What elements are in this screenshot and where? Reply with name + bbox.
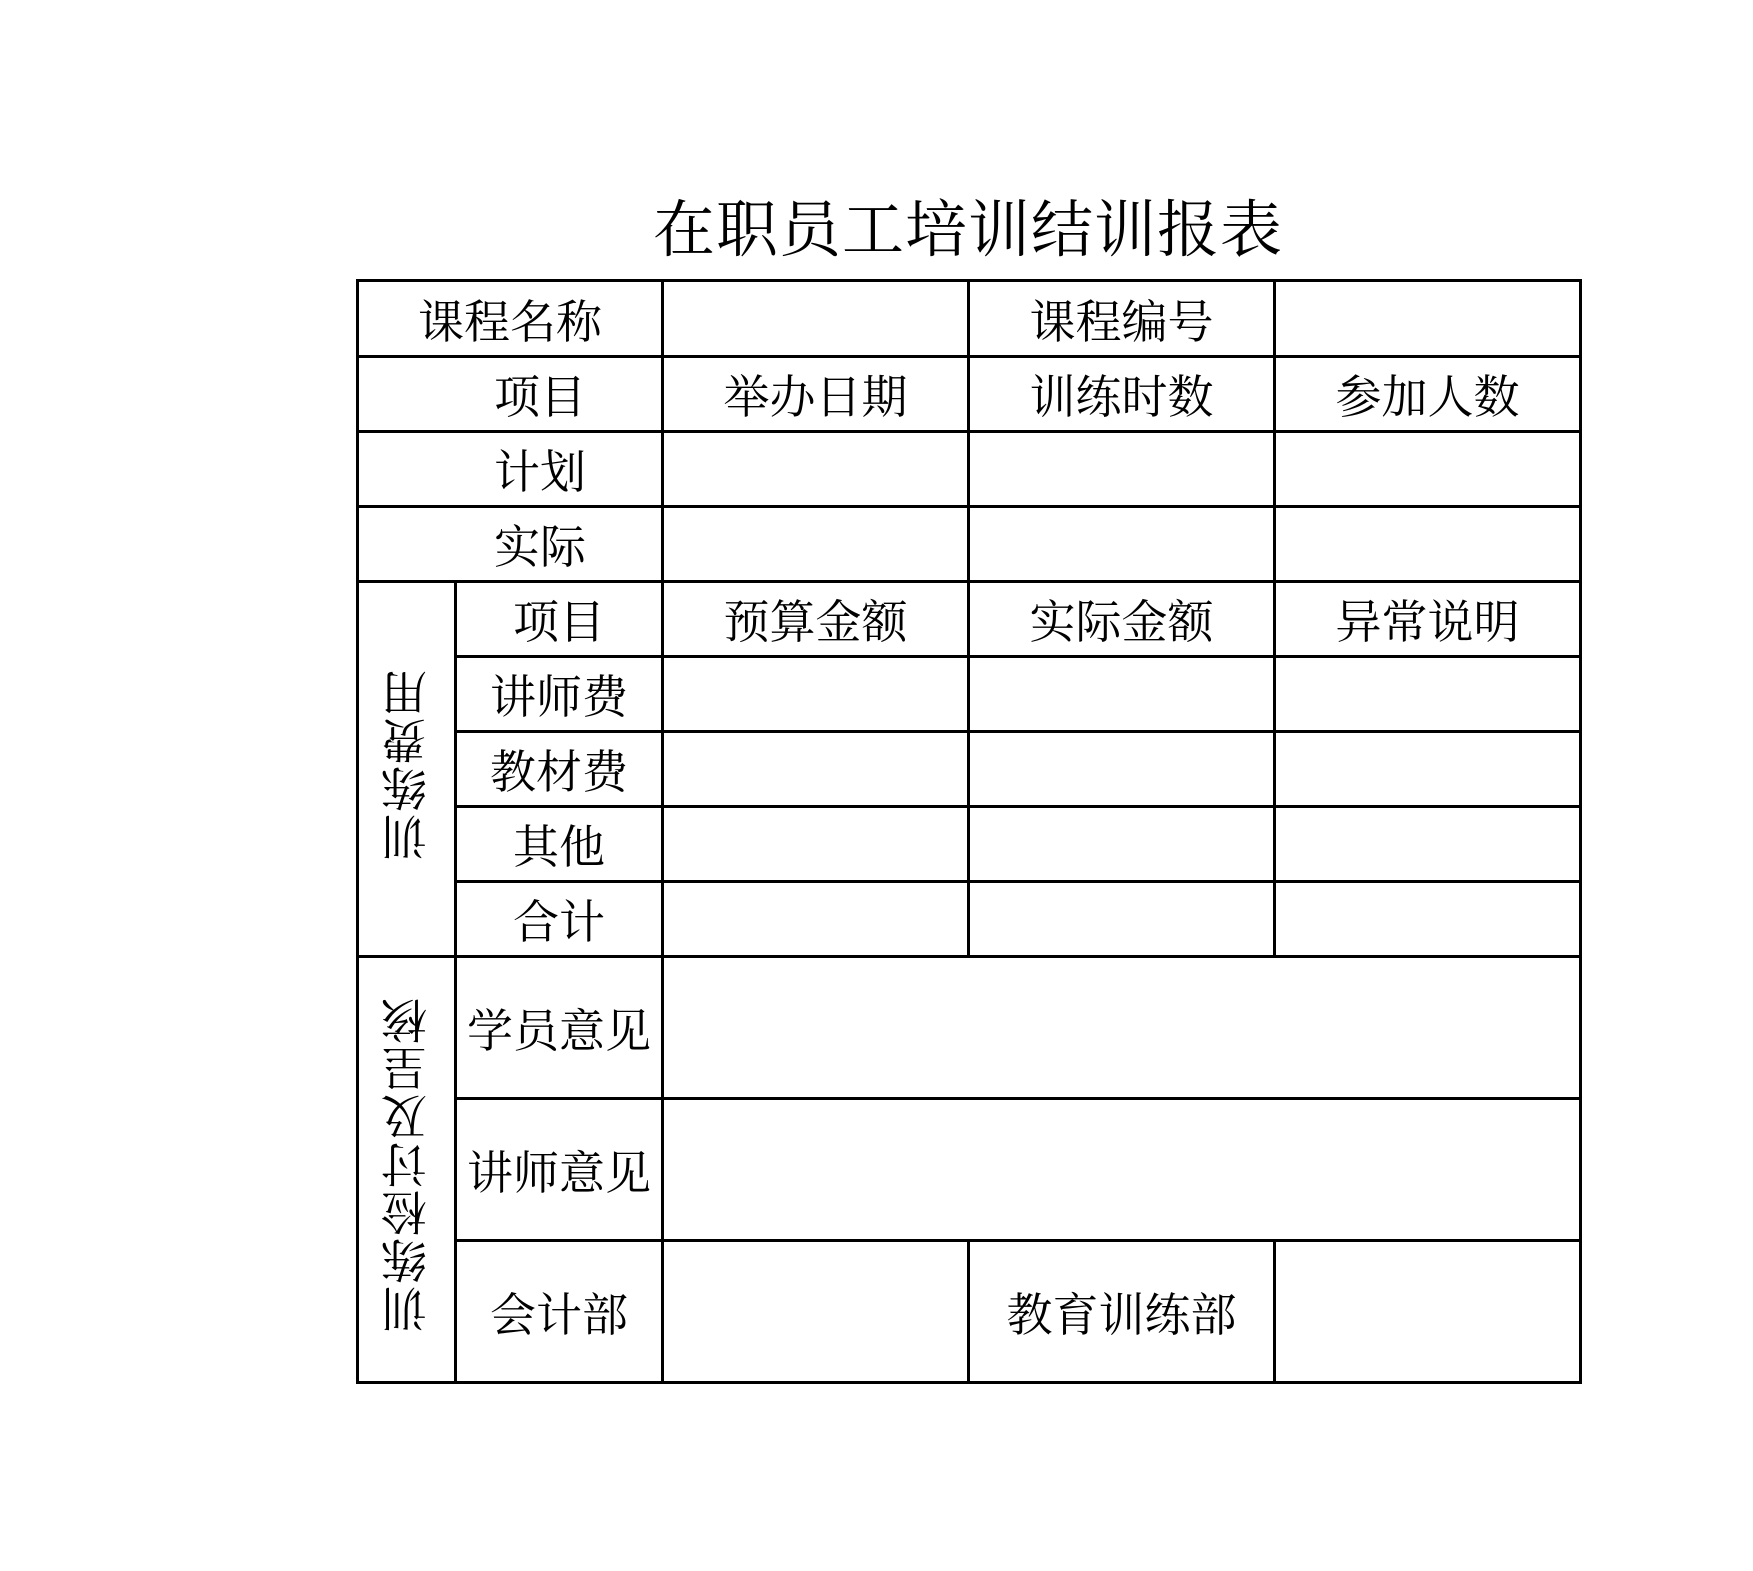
accounting-signature-field[interactable] [663, 1241, 969, 1383]
costs-header-item: 项目 [456, 582, 663, 657]
course-row [358, 281, 1581, 357]
course-name-field[interactable] [663, 281, 969, 357]
actual-hours-field[interactable] [969, 507, 1275, 582]
costs-row-label: 合计 [456, 882, 663, 957]
costs-row-other [358, 807, 1581, 882]
lecturer-exception-field[interactable] [1275, 657, 1581, 732]
schedule-header-item: 项目 [358, 357, 663, 432]
schedule-header-row [358, 357, 1581, 432]
total-exception-field[interactable] [1275, 882, 1581, 957]
costs-row-materials [358, 732, 1581, 807]
teacher-opinion-field[interactable] [663, 1099, 1581, 1241]
lecturer-budget-field[interactable] [663, 657, 969, 732]
other-budget-field[interactable] [663, 807, 969, 882]
costs-row-label: 讲师费 [456, 657, 663, 732]
student-opinion-label: 学员意见 [456, 957, 663, 1099]
costs-header-row [358, 582, 1581, 657]
costs-group-text: 训练费用 [379, 667, 434, 860]
actual-date-field[interactable] [663, 507, 969, 582]
other-exception-field[interactable] [1275, 807, 1581, 882]
schedule-header-attendees: 参加人数 [1275, 357, 1581, 432]
review-group-label [358, 957, 456, 1383]
review-row-signoff [358, 1241, 1581, 1383]
costs-row-total [358, 882, 1581, 957]
lecturer-actual-field[interactable] [969, 657, 1275, 732]
accounting-label: 会计部 [456, 1241, 663, 1383]
other-actual-field[interactable] [969, 807, 1275, 882]
course-name-label: 课程名称 [358, 281, 663, 357]
schedule-row-actual [358, 507, 1581, 582]
schedule-header-date: 举办日期 [663, 357, 969, 432]
plan-hours-field[interactable] [969, 432, 1275, 507]
review-row-teacher [358, 1099, 1581, 1241]
schedule-row-label: 实际 [358, 507, 663, 582]
costs-header-actual: 实际金额 [969, 582, 1275, 657]
materials-actual-field[interactable] [969, 732, 1275, 807]
costs-row-label: 其他 [456, 807, 663, 882]
plan-date-field[interactable] [663, 432, 969, 507]
review-row-student [358, 957, 1581, 1099]
course-code-field[interactable] [1275, 281, 1581, 357]
schedule-row-label: 计划 [358, 432, 663, 507]
schedule-row-plan [358, 432, 1581, 507]
total-actual-field[interactable] [969, 882, 1275, 957]
materials-exception-field[interactable] [1275, 732, 1581, 807]
actual-attendees-field[interactable] [1275, 507, 1581, 582]
costs-header-budget: 预算金额 [663, 582, 969, 657]
schedule-header-hours: 训练时数 [969, 357, 1275, 432]
education-signature-field[interactable] [1275, 1241, 1581, 1383]
course-code-label: 课程编号 [969, 281, 1275, 357]
costs-row-lecturer [358, 657, 1581, 732]
materials-budget-field[interactable] [663, 732, 969, 807]
student-opinion-field[interactable] [663, 957, 1581, 1099]
costs-header-exception: 异常说明 [1275, 582, 1581, 657]
costs-group-label [358, 582, 456, 957]
costs-row-label: 教材费 [456, 732, 663, 807]
education-label: 教育训练部 [969, 1241, 1275, 1383]
review-group-text: 训练检讨及呈核 [379, 996, 434, 1332]
page-title: 在职员工培训结训报表 [652, 193, 1283, 266]
total-budget-field[interactable] [663, 882, 969, 957]
training-report-table [356, 279, 1582, 1384]
teacher-opinion-label: 讲师意见 [456, 1099, 663, 1241]
plan-attendees-field[interactable] [1275, 432, 1581, 507]
